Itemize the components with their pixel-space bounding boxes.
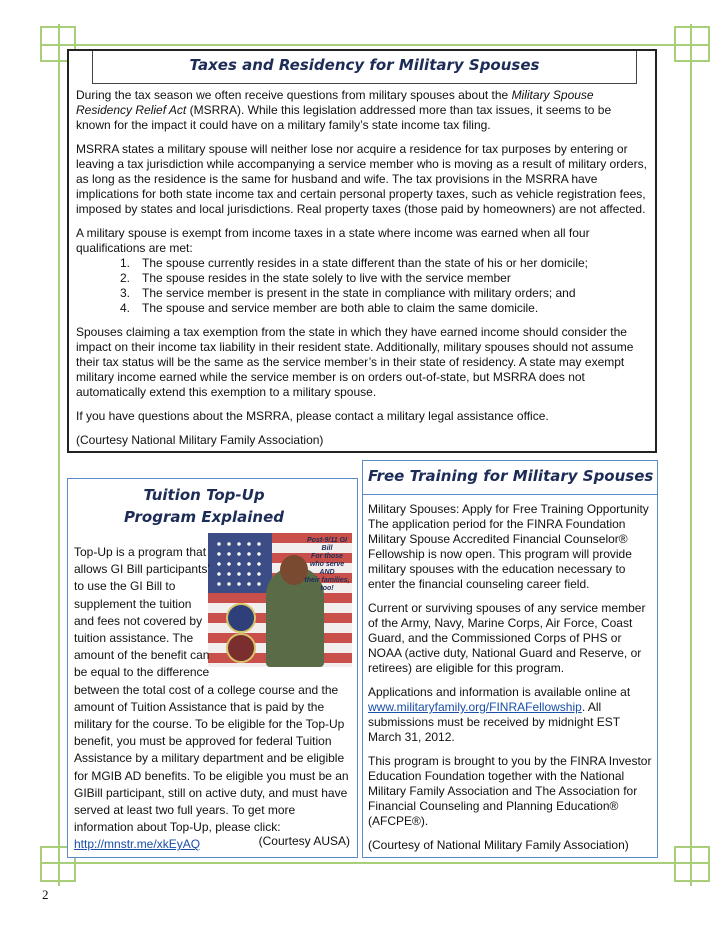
tuition-title: Tuition Top-Up Program Explained	[124, 486, 284, 526]
training-title-divider	[362, 494, 658, 495]
list-item: 2. The spouse resides in the state solely to live with the service member	[120, 271, 511, 285]
main-title: Taxes and Residency for Military Spouses	[189, 56, 540, 74]
page-number: 2	[42, 887, 49, 902]
list-item: 3. The service member is present in the state in compliance with military orders; and	[120, 286, 576, 300]
training-paragraph-1: Military Spouses: Apply for Free Training Opportunity The application period for the FINRA Foundation Military Spouse Accredited Financial Counselor® Fellowship is now open. This program will provide military spouses with the education necessary to enter the financial counseling career field.	[368, 502, 649, 591]
main-paragraph-5: If you have questions about the MSRRA, please contact a military legal assistance office.	[76, 409, 549, 423]
main-courtesy: (Courtesy National Military Family Association)	[76, 433, 324, 447]
main-title-bar	[92, 51, 637, 84]
main-paragraph-4: Spouses claiming a tax exemption from the state in which they have earned income should consider the impact on their income tax liability in their resident state. Additionally, military spouses should not assume their tax status will be the same as the service member’s in their state of residency. A state may exempt military income earned while the service member is on orders out-of-state, but MSRRA does not automatically extend this exemption to a military spouse.	[76, 325, 634, 399]
top-up-info-link[interactable]: http://mnstr.me/xkEyAQ	[74, 837, 201, 852]
main-article-body	[76, 88, 648, 448]
list-item: 1. The spouse currently resides in a state different than the state of his or her domicile;	[120, 256, 589, 270]
finra-fellowship-link[interactable]: www.militaryfamily.org/FINRAFellowship	[368, 700, 582, 714]
main-paragraph-3: A military spouse is exempt from income taxes in a state where income was earned when all four qualifications are met:	[76, 226, 590, 255]
main-paragraph-1: During the tax season we often receive questions from military spouses about the Military Spouse Residency Relief Act (MSRRA). While this legislation addressed more than tax issues, it seems to be known for the impact it could have on a military family’s state income tax filing.	[76, 88, 612, 132]
training-courtesy: (Courtesy of National Military Family Association)	[368, 838, 629, 852]
main-paragraph-2: MSRRA states a military spouse will neither lose nor acquire a residence for tax purposes by entering or leaving a tax jurisdiction while accompanying a service member who is moving as a result of military orders, as long as the residence is the same for husband and wife. The tax provisions in the MSRRA have implications for both state income tax and certain personal property taxes, such as vehicle registration fees, imposed by states and local jurisdictions. Real property taxes (those paid by homeowners) are not affected.	[76, 142, 647, 216]
training-paragraph-3: Applications and information is available online at www.militaryfamily.org/FINRAFellowship. All submissions must be received by midnight EST March 31, 2012.	[368, 685, 631, 744]
training-paragraph-4: This program is brought to you by the FINRA Investor Education Foundation together with the National Military Family Association and The Association for Financial Counseling and Planning Education® (AFCPE®).	[368, 754, 652, 828]
poster-caption: Post-9/11 GI Bill For those who serve AND their families, too!	[304, 537, 350, 592]
tuition-courtesy: (Courtesy AUSA)	[258, 834, 350, 848]
list-item: 4. The spouse and service member are both able to claim the same domicile.	[120, 301, 539, 315]
training-title: Free Training for Military Spouses	[368, 467, 654, 485]
tuition-body: Top-Up is a program that allows GI Bill participants’ to use the GI Bill to supplement the tuition and fees not covered by tuition assistance. The amount of the benefit can be equal to the difference between the total cost of a college course and the amount of Tuition Assistance that is paid by the military for the course. To be eligible for the Top-Up benefit, you must be approved for federal Tuition Assistance by a military department and be eligible for MGIB AD benefits. To be eligible you must be an GIBill participant, still on active duty, and must have served at least two full years. To get more information about Top-Up, please click: http://mnstr.me/xkEyAQ	[74, 545, 349, 852]
training-body	[368, 502, 654, 853]
training-paragraph-2: Current or surviving spouses of any service member of the Army, Navy, Marine Corps, Air Force, Coast Guard, and the Commissioned Corps of PHS or NOAA (active duty, National Guard and Reserve, or retirees) are eligible for this program.	[368, 601, 646, 675]
conditions-list	[76, 256, 648, 316]
